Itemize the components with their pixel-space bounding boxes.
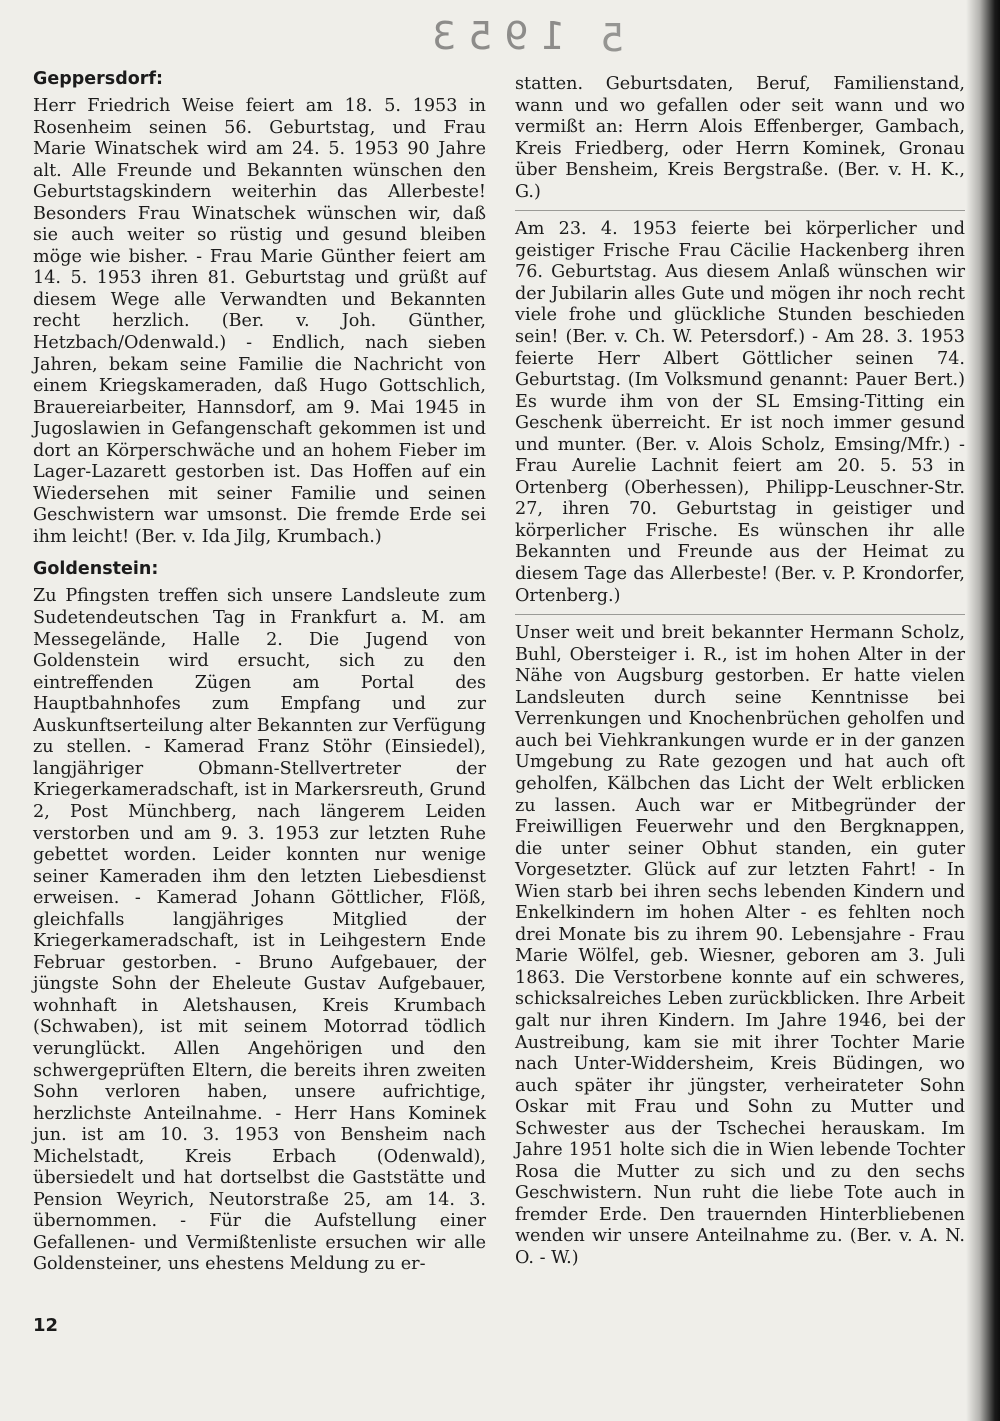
section-heading-geppersdorf: Geppersdorf: xyxy=(33,69,163,89)
section-heading-goldenstein: Goldenstein: xyxy=(33,559,159,580)
page-number: 12 xyxy=(33,1315,59,1336)
right-column xyxy=(515,74,965,1276)
paragraph-birthdays: Am 23. 4. 1953 feierte bei körperlicher und geistiger Frische Frau Cäcilie Hackenberg ihren 76. Geburtstag. Aus diesem Anlaß wünschen wir der Jubilarin alles Gute und mögen ihr noch recht viele frohe und glückliche Stunden beschieden sein! (Ber. v. Ch. W. Petersdorf.) - Am 28. 3. 1953 feierte Herr Albert Göttlicher seinen 74. Geburtstag. (Im Volksmund genannt: Pauer Bert.) Es wurde ihm von der SL Emsing-Titting ein Geschenk überreicht. Er ist noch immer gesund und munter. (Ber. v. Alois Scholz, Emsing/Mfr.) - Frau Aurelie Lachnit feiert am 20. 5. 53 in Ortenberg (Oberhessen), Philipp-Leuschner-Str. 27, ihren 70. Geburtstag in geistiger und körperlicher Frische. Es wünschen ihr alle Bekannten und Freunde aus der Heimat zu diesem Tage das Allerbeste! (Ber. v. P. Krondorfer, Ortenberg.) xyxy=(515,219,965,606)
paragraph-obituaries: Unser weit und breit bekannter Hermann Scholz, Buhl, Obersteiger i. R., ist im hohen Alter in der Nähe von Augsburg gestorben. Er hatte vielen Landsleuten durch seine Kenntnisse bei Verrenkungen und Knochenbrüchen geholfen und auch bei Viehkrankungen wurde er in der ganzen Umgebung zu Rate gezogen und hat auch oft geholfen, Kälbchen das Licht der Welt erblicken zu lassen. Auch war er Mitbegründer der Freiwilligen Feuerwehr und den Bergknappen, die unter seiner Obhut standen, ein guter Vorgesetzter. Glück auf zur letzten Fahrt! - In Wien starb bei ihren sechs lebenden Kindern und Enkelkindern im hohen Alter - es fehlten noch drei Monate bis zu ihrem 90. Lebensjahre - Frau Marie Wölfel, geb. Wiesner, geboren am 3. Juli 1863. Die Verstorbene konnte auf ein schweres, schicksalreiches Leben zurückblicken. Ihre Arbeit galt nur ihren Kindern. Im Jahre 1946, bei der Austreibung, kam sie mit ihrer Tochter Marie nach Unter-Widdersheim, Kreis Büdingen, wo auch später ihr jüngster, verheirateter Sohn Oskar mit Frau und Sohn zu Mutter und Schwester aus der Tschechei herauskam. Im Jahre 1951 holte sich die in Wien lebende Tochter Rosa die Mutter zu sich und zu den sechs Geschwistern. Nun ruht die liebe Tote auch in fremder Erde. Den trauernden Hinterbliebenen wenden wir unsere Anteilnahme zu. (Ber. v. A. N. O. - W.) xyxy=(515,623,965,1268)
paragraph-continuation: statten. Geburtsdaten, Beruf, Familienstand, wann und wo gefallen oder seit wann und wo vermißt an: Herrn Alois Effenberger, Gambach, Kreis Friedberg, oder Herrn Kominek, Gronau über Bensheim, Kreis Bergstraße. (Ber. v. H. K., G.) xyxy=(515,74,965,202)
issue-stamp: 5 xyxy=(600,16,625,60)
left-column xyxy=(33,64,486,1286)
divider xyxy=(515,614,965,615)
section-text-geppersdorf: Herr Friedrich Weise feiert am 18. 5. 1953 in Rosenheim seinen 56. Geburtstag, und Frau Marie Winatschek wird am 24. 5. 1953 90 Jahre alt. Alle Freunde und Bekannten wünschen den Geburtstagskindern weiterhin das Allerbeste! Besonders Frau Winatschek wünschen wir, daß sie auch weiter so rüstig und gesund bleiben möge wie bisher. - Frau Marie Günther feiert am 14. 5. 1953 ihren 81. Geburtstag und grüßt auf diesem Wege alle Verwandten und Bekannten recht herzlich. (Ber. v. Joh. Günther, Hetzbach/Odenwald.) - Endlich, nach sieben Jahren, bekam seine Familie die Nachricht von einem Kriegskameraden, daß Hugo Gottschlich, Brauereiarbeiter, Hannsdorf, am 9. Mai 1945 in Jugoslawien in Gefangenschaft gekommen ist und dort an Körperschwäche und an hohem Fieber im Lager-Lazarett gestorben ist. Das Hoffen auf ein Wiedersehen mit seiner Familie und seinen Geschwistern war umsonst. Die fremde Erde sei ihm leicht! (Ber. v. Ida Jilg, Krumbach.) xyxy=(33,96,486,547)
section-text-goldenstein: Zu Pfingsten treffen sich unsere Landsleute zum Sudetendeutschen Tag in Frankfurt a. M. am Messegelände, Halle 2. Die Jugend von Goldenstein wird ersucht, sich zu den eintreffenden Zügen am Portal des Hauptbahnhofes zum Empfang und zur Auskunftserteilung alter Bekannten zur Verfügung zu stellen. - Kamerad Franz Stöhr (Einsiedel), langjähriger Obmann-Stellvertreter der Kriegerkameradschaft, ist in Markersreuth, Grund 2, Post Münchberg, nach längerem Leiden verstorben und am 9. 3. 1953 zur letzten Ruhe gebettet worden. Leider konnten nur wenige seiner Kameraden ihm den letzten Liebesdienst erweisen. - Kamerad Johann Göttlicher, Flöß, gleichfalls langjähriges Mitglied der Kriegerkameradschaft, ist in Leihgestern Ende Februar gestorben. - Bruno Aufgebauer, der jüngste Sohn der Eheleute Gustav Aufgebauer, wohnhaft in Aletshausen, Kreis Krumbach (Schwaben), ist mit seinem Motorrad tödlich verunglückt. Allen Angehörigen und den schwergeprüften Eltern, die bereits ihren zweiten Sohn verloren haben, unsere aufrichtige, herzlichste Anteilnahme. - Herr Hans Kominek jun. ist am 10. 3. 1953 von Bensheim nach Michelstadt, Kreis Erbach (Odenwald), übersiedelt und hat dortselbst die Gaststätte und Pension Weyrich, Neutorstraße 25, am 14. 3. übernommen. - Für die Aufstellung einer Gefallenen- und Vermißtenliste ersuchen wir alle Goldensteiner, uns ehestens Meldung zu er- xyxy=(33,586,486,1275)
divider xyxy=(515,210,965,211)
year-stamp: 1953 xyxy=(420,14,565,58)
binding-edge xyxy=(966,0,1000,1421)
